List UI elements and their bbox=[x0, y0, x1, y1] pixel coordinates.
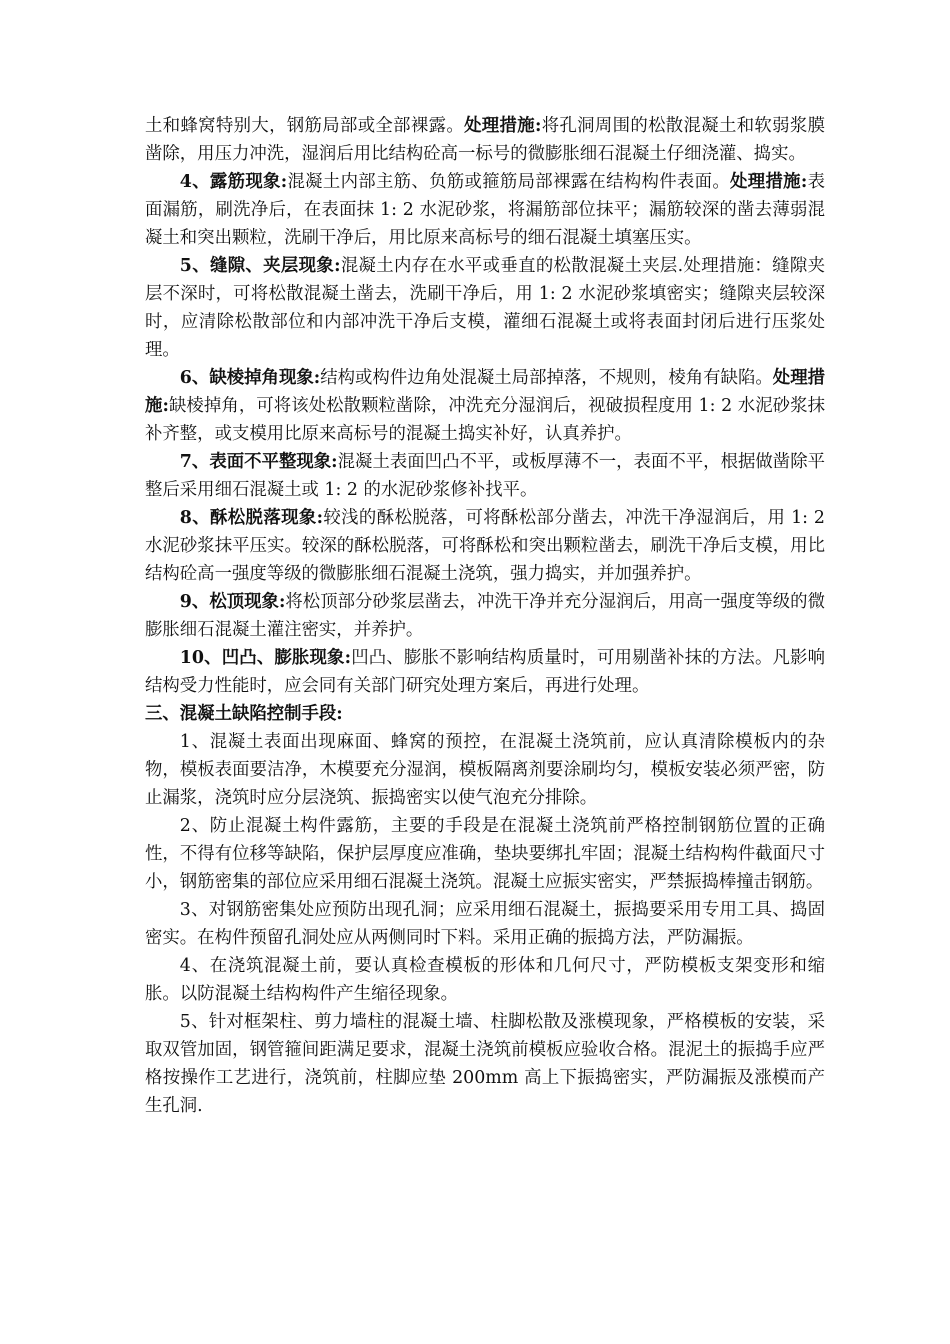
paragraph-holes-continued bbox=[145, 112, 825, 168]
paragraph-loose-top bbox=[145, 588, 825, 644]
paragraph-text: 将孔洞周围的松散混凝土和软弱浆膜凿除，用压力冲洗，湿润后用比结构砼高一标号的微膨胀细石混凝土仔细浇灌、捣实。 bbox=[145, 116, 825, 164]
paragraph-loose-spalling bbox=[145, 504, 825, 588]
paragraph-number: 9、 bbox=[179, 592, 210, 612]
paragraph-label: 处理措施: bbox=[730, 172, 808, 192]
paragraph-text: 表面漏筋，刷洗净后，在表面抹 1: 2 水泥砂浆，将漏筋部位抹平；漏筋较深的凿去薄弱混凝土和突出颗粒，洗刷干净后，用比原来高标号的细石混凝土填塞压实。 bbox=[145, 172, 825, 248]
control-item: 4、在浇筑混凝土前，要认真检查模板的形体和几何尺寸，严防模板支架变形和缩胀。以防混凝土结构构件产生缩径现象。 bbox=[145, 956, 825, 1004]
paragraph-label: 露筋现象: bbox=[209, 172, 288, 192]
document-page bbox=[145, 112, 825, 1120]
paragraph-label: 缝隙、夹层现象: bbox=[209, 256, 341, 276]
paragraph-number: 10、 bbox=[179, 648, 222, 668]
paragraph-label: 处理措施: bbox=[145, 368, 825, 416]
paragraph-label: 松顶现象: bbox=[209, 592, 286, 612]
paragraph-missing-edges bbox=[145, 364, 825, 448]
paragraph-number: 5、 bbox=[179, 256, 210, 276]
paragraph-text: 混凝土内部主筋、负筋或箍筋局部裸露在结构构件表面。 bbox=[287, 172, 731, 192]
control-item: 2、防止混凝土构件露筋，主要的手段是在混凝土浇筑前严格控制钢筋位置的正确性，不得有位移等缺陷，保护层厚度应准确，垫块要绑扎牢固；混凝土结构构件截面尺寸小，钢筋密集的部位应采用细石混凝土浇筑。混凝土应振实密实，严禁振捣棒撞击钢筋。 bbox=[145, 816, 825, 892]
paragraph-gaps-layers bbox=[145, 252, 825, 364]
control-item: 5、针对框架柱、剪力墙柱的混凝土墙、柱脚松散及涨模现象，严格模板的安装，采取双管加固，钢管箍间距满足要求，混凝土浇筑前模板应验收合格。混泥土的振捣手应严格按操作工艺进行，浇筑前，柱脚应垫 200mm 高上下振捣密实，严防漏振及涨模而产生孔洞. bbox=[145, 1012, 825, 1116]
paragraph-text: 结构或构件边角处混凝土局部掉落，不规则，棱角有缺陷。 bbox=[320, 368, 773, 388]
control-item: 1、混凝土表面出现麻面、蜂窝的预控，在混凝土浇筑前，应认真清除模板内的杂物，模板表面要洁净，木模要充分湿润，模板隔离剂要涂刷均匀，模板安装必须严密，防止漏浆，浇筑时应分层浇筑、振捣密实以使气泡充分排除。 bbox=[145, 732, 825, 808]
control-item: 3、对钢筋密集处应预防出现孔洞；应采用细石混凝土，振捣要采用专用工具、捣固密实。在构件预留孔洞处应从两侧同时下料。采用正确的振捣方法，严防漏振。 bbox=[145, 900, 825, 948]
paragraph-label: 凹凸、膨胀现象: bbox=[221, 648, 352, 668]
paragraph-text: 土和蜂窝特别大，钢筋局部或全部裸露。 bbox=[145, 116, 465, 136]
paragraph-label: 表面不平整现象: bbox=[209, 452, 338, 472]
paragraph-number: 8、 bbox=[179, 508, 211, 528]
paragraph-text: 混凝土表面凹凸不平，或板厚薄不一，表面不平，根据做凿除平整后采用细石混凝土或 1: 2 的水泥砂浆修补找平。 bbox=[145, 452, 825, 500]
paragraph-text: 凹凸、膨胀不影响结构质量时，可用剔凿补抹的方法。凡影响结构受力性能时，应会同有关部门研究处理方案后，再进行处理。 bbox=[145, 648, 825, 696]
paragraph-label: 处理措施: bbox=[464, 116, 542, 136]
paragraph-text: 将松顶部分砂浆层凿去，冲洗干净并充分湿润后，用高一强度等级的微膨胀细石混凝土灌注密实，并养护。 bbox=[145, 592, 825, 640]
paragraph-number: 6、 bbox=[179, 368, 210, 388]
paragraph-text: 混凝土内存在水平或垂直的松散混凝土夹层.处理措施：缝隙夹层不深时，可将松散混凝土凿去，洗刷干净后，用 1: 2 水泥砂浆填密实；缝隙夹层较深时，应清除松散部位和内部冲洗干净后支模，灌细石混凝土或将表面封闭后进行压浆处理。 bbox=[145, 256, 825, 360]
paragraph-label: 酥松脱落现象: bbox=[210, 508, 324, 528]
paragraph-bulging bbox=[145, 644, 825, 700]
paragraph-number: 7、 bbox=[179, 452, 210, 472]
paragraph-uneven-surface bbox=[145, 448, 825, 504]
section-heading: 三、混凝土缺陷控制手段: bbox=[145, 704, 343, 724]
paragraph-label: 缺棱掉角现象: bbox=[209, 368, 321, 388]
paragraph-text: 缺棱掉角，可将该处松散颗粒凿除，冲洗充分湿润后，视破损程度用 1: 2 水泥砂浆抹补齐整，或支模用比原来高标号的混凝土捣实补好，认真养护。 bbox=[145, 396, 826, 444]
paragraph-text: 较浅的酥松脱落，可将酥松部分凿去，冲洗干净湿润后，用 1: 2 水泥砂浆抹平压实。较深的酥松脱落，可将酥松和突出颗粒凿去，刷洗干净后支模，用比结构砼高一强度等级的微膨胀细石混凝土浇筑，强力捣实，并加强养护。 bbox=[145, 508, 825, 584]
paragraph-number: 4、 bbox=[179, 172, 210, 192]
paragraph-exposed-rebar bbox=[145, 168, 825, 252]
